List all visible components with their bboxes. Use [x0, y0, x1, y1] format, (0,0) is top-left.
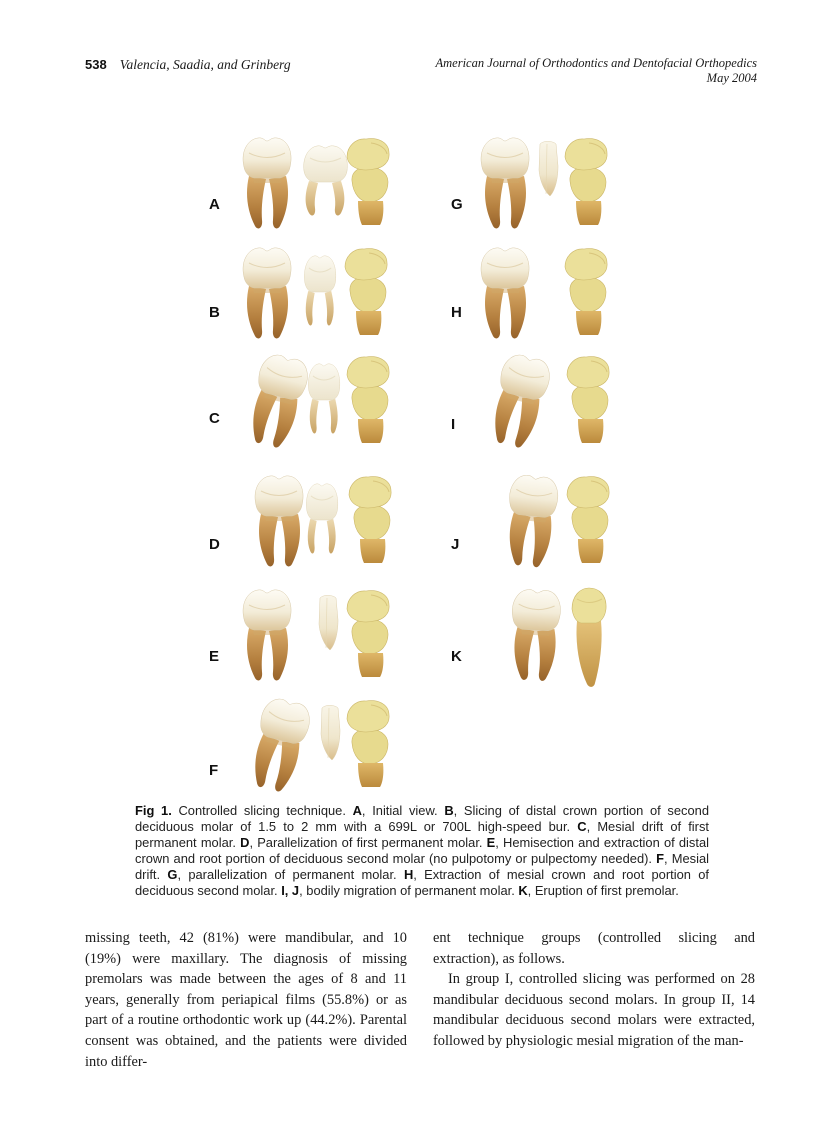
panel-label-H: H — [451, 304, 462, 321]
figure-panel-H — [451, 248, 607, 339]
dec-tooth-illustration — [304, 256, 335, 326]
page-number: 538 — [85, 57, 107, 72]
pm-tooth-illustration — [347, 591, 389, 677]
molar-tooth-illustration — [481, 248, 529, 339]
panel-label-J: J — [451, 536, 460, 553]
body-paragraph: ent technique groups (controlled slicing and extraction), as follows. — [433, 930, 755, 967]
frag-tooth-illustration — [321, 705, 340, 760]
caption-bold-segment: E — [486, 835, 496, 850]
caption-bold-segment: H — [403, 867, 414, 882]
molar-tooth-illustration — [481, 138, 529, 229]
body-paragraph: missing teeth, 42 (81%) were mandibular, and 10 (19%) were maxillary. The diagnosis of missing premolars was made between the ages of 8 and 11 years, generally from periapical films (55.8%) or as part of a routine orthodontic work up (44.2%). Parental consent was obtained, and the patients were divided into differ- — [85, 930, 407, 1070]
caption-text-segment: , parallelization of permanent molar. — [177, 867, 404, 882]
figure-panel-A — [209, 138, 389, 229]
epm-tooth-illustration — [572, 588, 606, 687]
panel-label-I: I — [451, 416, 456, 433]
body-paragraph: In group I, controlled slicing was performed on 28 mandibular deciduous second molars. In group II, 14 mandibular deciduous second molars were extracted, followed by physiologic mesial migration of the man- — [433, 971, 755, 1049]
figure-1-caption — [135, 803, 709, 899]
figure-panel-F — [209, 695, 389, 795]
caption-bold-segment: K — [518, 883, 528, 898]
caption-text-segment: , Mesial drift. — [135, 851, 709, 882]
caption-bold-segment: F — [656, 851, 665, 866]
pm-tooth-illustration — [567, 477, 609, 563]
molar-tooth-illustration — [243, 248, 291, 339]
caption-text-segment: , Slicing of distal crown portion of second deciduous molar of 1.5 to 2 mm with a 699L or 700L high-speed bur. — [135, 803, 709, 834]
caption-text-segment: , Hemisection and extraction of distal crown and root portion of deciduous second molar (no pulpotomy or pulpectomy needed). — [135, 835, 709, 866]
caption-text-segment: , Eruption of first premolar. — [527, 883, 679, 898]
figure-panel-G — [451, 138, 607, 229]
molar-tooth-illustration — [245, 695, 314, 795]
caption-bold-segment: C — [577, 819, 587, 834]
figure-panel-E — [209, 590, 389, 681]
caption-bold-segment: B — [444, 803, 454, 818]
dec-tooth-illustration — [308, 364, 339, 434]
running-head-left — [85, 56, 291, 74]
panel-label-G: G — [451, 196, 463, 213]
panel-label-D: D — [209, 536, 220, 553]
caption-bold-segment: G — [167, 867, 178, 882]
caption-text-segment: , Parallelization of first permanent molar. — [249, 835, 487, 850]
caption-bold-segment: D — [240, 835, 250, 850]
figure-1-illustration — [175, 125, 665, 797]
caption-text-segment: , bodily migration of permanent molar. — [299, 883, 519, 898]
journal-date: May 2004 — [706, 71, 757, 85]
page-header — [85, 56, 757, 86]
figure-panel-K — [451, 588, 606, 687]
pm-tooth-illustration — [345, 249, 387, 335]
running-authors: Valencia, Saadia, and Grinberg — [119, 57, 291, 72]
figure-panel-I — [451, 351, 609, 451]
running-head-right — [436, 56, 758, 86]
text-column-left — [85, 928, 407, 1072]
molar-tooth-illustration — [243, 138, 291, 229]
caption-text-segment: , Mesial drift of first permanent molar. — [135, 819, 709, 850]
caption-text-segment: , Extraction of mesial crown and root portion of deciduous second molar. — [135, 867, 709, 898]
panel-label-A: A — [209, 196, 220, 213]
text-column-right — [433, 928, 755, 1072]
panel-label-K: K — [451, 648, 462, 665]
molar-tooth-illustration — [255, 476, 303, 567]
molar-tooth-illustration — [503, 474, 560, 569]
pm-tooth-illustration — [567, 357, 609, 443]
pm-tooth-illustration — [349, 477, 391, 563]
molar-tooth-illustration — [485, 351, 554, 451]
panel-label-E: E — [209, 648, 220, 665]
molar-tooth-illustration — [509, 589, 562, 682]
molar-tooth-illustration — [243, 351, 312, 451]
panel-label-B: B — [209, 304, 220, 321]
frag-tooth-illustration — [319, 595, 338, 650]
pm-tooth-illustration — [565, 249, 607, 335]
panel-label-C: C — [209, 410, 220, 427]
dec-tooth-illustration — [306, 484, 337, 554]
caption-bold-segment: Fig 1. — [135, 803, 172, 818]
journal-title: American Journal of Orthodontics and Dentofacial Orthopedics — [435, 56, 757, 70]
dec-tooth-illustration — [304, 146, 348, 216]
caption-bold-segment: I, J — [281, 883, 300, 898]
pm-tooth-illustration — [565, 139, 607, 225]
panel-label-F: F — [209, 762, 219, 779]
figure-panel-C — [209, 351, 389, 451]
article-body — [85, 928, 755, 1072]
pm-tooth-illustration — [347, 357, 389, 443]
figure-panel-J — [451, 474, 609, 569]
pm-tooth-illustration — [347, 701, 389, 787]
figure-panel-D — [209, 476, 391, 567]
caption-text-segment: Controlled slicing technique. — [171, 803, 353, 818]
frag-tooth-illustration — [539, 141, 558, 196]
molar-tooth-illustration — [243, 590, 291, 681]
caption-bold-segment: A — [352, 803, 362, 818]
caption-text-segment: , Initial view. — [361, 803, 445, 818]
figure-panel-B — [209, 248, 387, 339]
pm-tooth-illustration — [347, 139, 389, 225]
